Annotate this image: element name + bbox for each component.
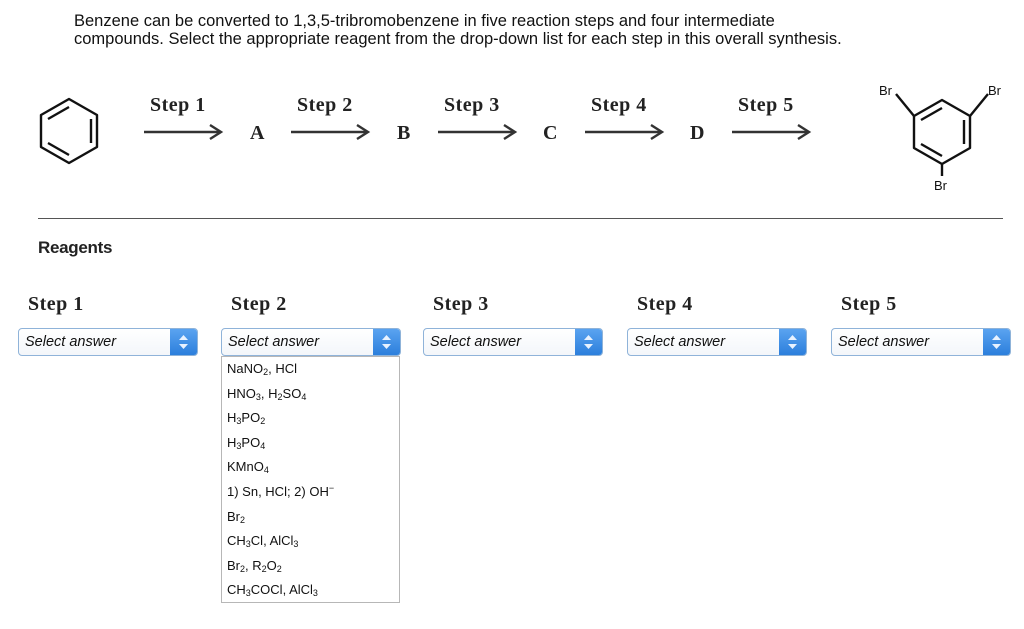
intermediate-b: B <box>397 122 411 144</box>
reaction-arrow-icon <box>585 124 665 140</box>
step-1-select[interactable] <box>18 328 198 356</box>
option-text-part: , R <box>245 557 262 573</box>
option-text-part: CH <box>227 582 246 598</box>
option-text-part: PO <box>241 410 261 426</box>
option-text-part: , HCl <box>268 361 298 376</box>
reaction-arrow-icon <box>291 124 371 140</box>
reagent-step-2-label: Step 2 <box>231 293 287 315</box>
dropdown-option[interactable] <box>222 357 399 382</box>
question-line-2: compounds. Select the appropriate reagent from the drop-down list for each step in this overall synthesis. <box>74 30 842 48</box>
option-text-part: 3 <box>245 588 251 599</box>
updown-chevron-icon[interactable] <box>170 329 197 355</box>
option-text-part: , H <box>260 385 278 401</box>
step-2-dropdown-list <box>221 356 400 603</box>
reaction-arrow-icon <box>732 124 812 140</box>
option-text-part: − <box>328 482 335 493</box>
dropdown-option[interactable] <box>222 480 399 505</box>
dropdown-option[interactable] <box>222 578 399 603</box>
step-5-select[interactable] <box>831 328 1011 356</box>
updown-chevron-icon[interactable] <box>779 329 806 355</box>
option-text-part: Br <box>227 557 240 573</box>
updown-chevron-icon[interactable] <box>575 329 602 355</box>
tribromobenzene-structure <box>872 80 1012 196</box>
dropdown-option[interactable] <box>222 431 399 456</box>
reaction-scheme <box>0 0 1024 210</box>
dropdown-option[interactable] <box>222 505 399 530</box>
option-text-part: 3 <box>236 440 242 451</box>
step-4-select[interactable] <box>627 328 807 356</box>
reagents-heading: Reagents <box>38 238 113 257</box>
option-text-part: 2 <box>260 416 266 427</box>
option-text-part: 2 <box>240 563 246 574</box>
option-text-part: 4 <box>260 440 266 451</box>
intermediate-c: C <box>543 122 558 144</box>
option-text-part: COCl, AlCl <box>250 582 313 598</box>
option-text-part: Cl, AlCl <box>250 533 294 549</box>
select-value: Select answer <box>25 334 117 350</box>
option-text-part: H <box>227 434 237 450</box>
dropdown-option[interactable] <box>222 529 399 554</box>
option-text-part: O <box>266 557 277 573</box>
option-text-part: H <box>227 410 237 426</box>
option-text-part: 4 <box>263 465 269 476</box>
scheme-step-1-label: Step 1 <box>150 94 206 116</box>
reaction-arrow-icon <box>438 124 518 140</box>
reagent-step-5-label: Step 5 <box>841 293 897 315</box>
option-text-part: NaNO <box>227 361 264 376</box>
intermediate-a: A <box>250 122 265 144</box>
reagent-step-4-label: Step 4 <box>637 293 693 315</box>
question-line-1: Benzene can be converted to 1,3,5-tribromobenzene in five reaction steps and four intermediate <box>74 12 775 30</box>
dropdown-option[interactable] <box>222 554 399 579</box>
select-value: Select answer <box>634 334 726 350</box>
option-text-part: 2 <box>276 563 282 574</box>
scheme-step-4-label: Step 4 <box>591 94 647 116</box>
updown-chevron-icon[interactable] <box>983 329 1010 355</box>
step-2-select[interactable] <box>221 328 401 356</box>
dropdown-option[interactable] <box>222 382 399 407</box>
scheme-step-5-label: Step 5 <box>738 94 794 116</box>
step-3-select[interactable] <box>423 328 603 356</box>
option-text-part: 2 <box>277 391 283 402</box>
option-text-part: 3 <box>236 416 242 427</box>
option-text-part: HNO <box>227 385 256 401</box>
option-text-part: 4 <box>301 391 307 402</box>
benzene-structure <box>36 95 102 167</box>
scheme-step-3-label: Step 3 <box>444 94 500 116</box>
option-text-part: CH <box>227 533 246 549</box>
option-text-part: 2 <box>261 563 267 574</box>
product-br-label: Br <box>879 83 892 98</box>
reagent-column-step-5 <box>831 290 1013 356</box>
product-br-label: Br <box>988 83 1001 98</box>
intermediate-d: D <box>690 122 705 144</box>
scheme-step-2-label: Step 2 <box>297 94 353 116</box>
reagent-column-step-2 <box>221 290 403 356</box>
select-value: Select answer <box>838 334 930 350</box>
reagent-step-1-label: Step 1 <box>28 293 84 315</box>
section-divider <box>38 218 1003 219</box>
option-text-part: 2 <box>263 367 269 377</box>
reagent-column-step-3 <box>423 290 605 356</box>
option-text-part: 3 <box>312 588 318 599</box>
select-value: Select answer <box>430 334 522 350</box>
option-text-part: PO <box>241 434 261 450</box>
option-text-part: SO <box>282 385 302 401</box>
reagent-column-step-1 <box>18 290 200 356</box>
reagent-column-step-4 <box>627 290 809 356</box>
dropdown-option[interactable] <box>222 406 399 431</box>
option-text-part: 3 <box>255 391 261 402</box>
dropdown-option[interactable] <box>222 455 399 480</box>
option-text-part: 1) Sn, HCl; 2) OH <box>227 483 329 499</box>
option-text-part: 3 <box>293 539 299 550</box>
option-text-part: 3 <box>245 539 251 550</box>
reagent-step-3-label: Step 3 <box>433 293 489 315</box>
reaction-arrow-icon <box>144 124 224 140</box>
select-value: Select answer <box>228 334 320 350</box>
option-text-part: Br <box>227 508 240 524</box>
option-text-part: 2 <box>240 514 246 525</box>
option-text-part: KMnO <box>227 459 264 475</box>
product-br-label: Br <box>934 178 947 193</box>
updown-chevron-icon[interactable] <box>373 329 400 355</box>
